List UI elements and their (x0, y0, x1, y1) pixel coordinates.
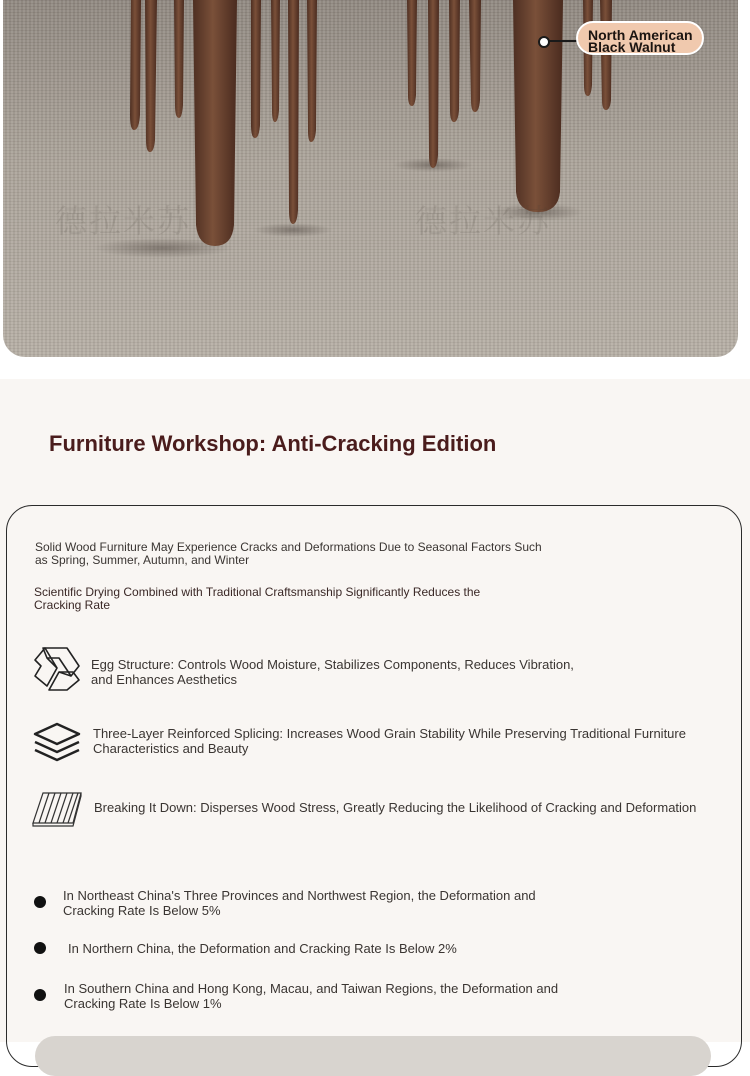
section-title: Furniture Workshop: Anti-Cracking Edition (49, 431, 497, 456)
watermark-text: 德拉米苏 (415, 202, 552, 240)
bottom-banner (35, 1036, 711, 1076)
intro-text-drying: Scientific Drying Combined with Traditional Craftsmanship Significantly Reduces the Cracking Rate (34, 585, 481, 612)
info-panel (6, 505, 742, 1067)
three-layer-icon (33, 722, 81, 762)
wood-planks-icon (31, 791, 83, 827)
callout-marker-dot (538, 36, 550, 48)
bullet-dot (34, 989, 46, 1001)
stat-text: In Northern China, the Deformation and Cracking Rate Is Below 2% (68, 941, 457, 956)
material-callout-label (576, 21, 704, 55)
feature-text: Egg Structure: Controls Wood Moisture, Stabilizes Components, Reduces Vibration, and Enhances Aesthetics (91, 657, 574, 687)
watermark-text: 德拉米苏 (55, 202, 192, 240)
feature-text: Three-Layer Reinforced Splicing: Increases Wood Grain Stability While Preserving Traditional Furniture Characteristics and Beauty (93, 726, 686, 756)
callout-connector-line (548, 40, 578, 42)
bullet-dot (34, 942, 46, 954)
anti-cracking-section (0, 379, 750, 1042)
callout-line-2: Black Walnut (588, 39, 676, 55)
feature-text: Breaking It Down: Disperses Wood Stress, Greatly Reducing the Likelihood of Cracking and Deformation (94, 800, 697, 815)
bullet-dot (34, 896, 46, 908)
egg-structure-icon (33, 646, 81, 692)
intro-text-seasonal: Solid Wood Furniture May Experience Cracks and Deformations Due to Seasonal Factors Such as Spring, Summer, Autumn, and Winter (35, 540, 542, 567)
stat-text: In Northeast China's Three Provinces and Northwest Region, the Deformation and Cracking Rate Is Below 5% (63, 888, 536, 918)
hero-photo (3, 0, 738, 357)
stat-text: In Southern China and Hong Kong, Macau, and Taiwan Regions, the Deformation and Cracking Rate Is Below 1% (64, 981, 559, 1011)
callout-line-1: North American (588, 27, 693, 43)
